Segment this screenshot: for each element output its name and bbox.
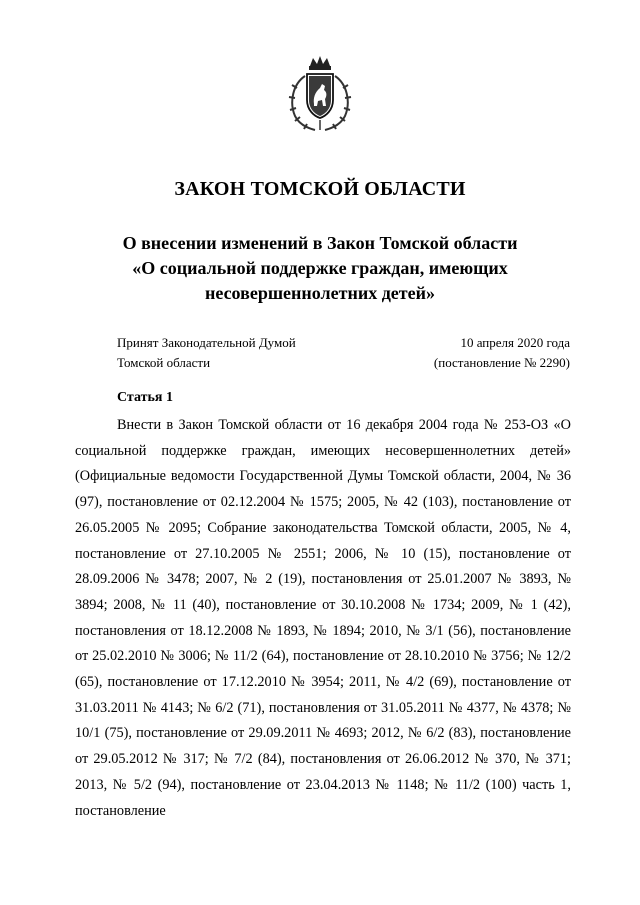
subtitle-line: несовершеннолетних детей» — [204, 283, 435, 303]
adopted-body-line: Принят Законодательной Думой — [117, 335, 296, 350]
adopted-body-line: Томской области — [117, 355, 211, 370]
article-text: Внести в Закон Томской области от 16 декабря 2004 года № 253-ОЗ «О социальной поддержке граждан, имеющих несовершеннолетних детей» (Официальные ведомости Государственной Думы Томской области, 2004, № 36 (97), постановление от 02.12.2004 № 1575; 2005, № 42 (103), постановление от 26.05.2005 № 2095; Собрание законодательства Томской области, 2005, № 4, постановление от 27.10.2005 № 2551; 2006, № 10 (15), постановление от 28.09.2006 № 3478; 2007, № 2 (19), постановления от 25.01.2007 № 3893, № 3894; 2008, № 11 (40), постановление от 30.10.2008 № 1734; 2009, № 1 (42), постановления от 18.12.2008 № 1893, № 1894; 2010, № 3/1 (56), постановление от 25.02.2010 № 3006; № 11/2 (64), постановление от 28.10.2010 № 3756; № 12/2 (65), постановление от 17.12.2010 № 3954; 2011, № 4/2 (69), постановление от 31.03.2011 № 4143; № 6/2 (71), постановления от 31.05.2011 № 4377, № 4378; № 10/1 (75), постановление от 29.09.2011 № 4693; 2012, № 6/2 (83), постановление от 29.05.2012 № 317; № 7/2 (84), постановления от 26.06.2012 № 370, № 371; 2013, № 5/2 (94), постановление от 23.04.2013 № 1148; № 11/2 (100) часть 1, постановление — [75, 417, 571, 819]
subtitle-line: «О социальной поддержке граждан, имеющих — [132, 258, 508, 278]
subtitle-line: О внесении изменений в Закон Томской области — [122, 233, 518, 253]
adoption-date-block — [434, 333, 570, 373]
article-heading: Статья 1 — [117, 390, 173, 405]
adoption-date: 10 апреля 2020 года — [460, 335, 570, 350]
adopted-by — [117, 333, 296, 373]
coat-of-arms-icon — [285, 54, 355, 134]
resolution-number: (постановление № 2290) — [433, 355, 570, 370]
law-subtitle — [60, 231, 580, 306]
law-title: ЗАКОН ТОМСКОЙ ОБЛАСТИ — [174, 178, 466, 200]
